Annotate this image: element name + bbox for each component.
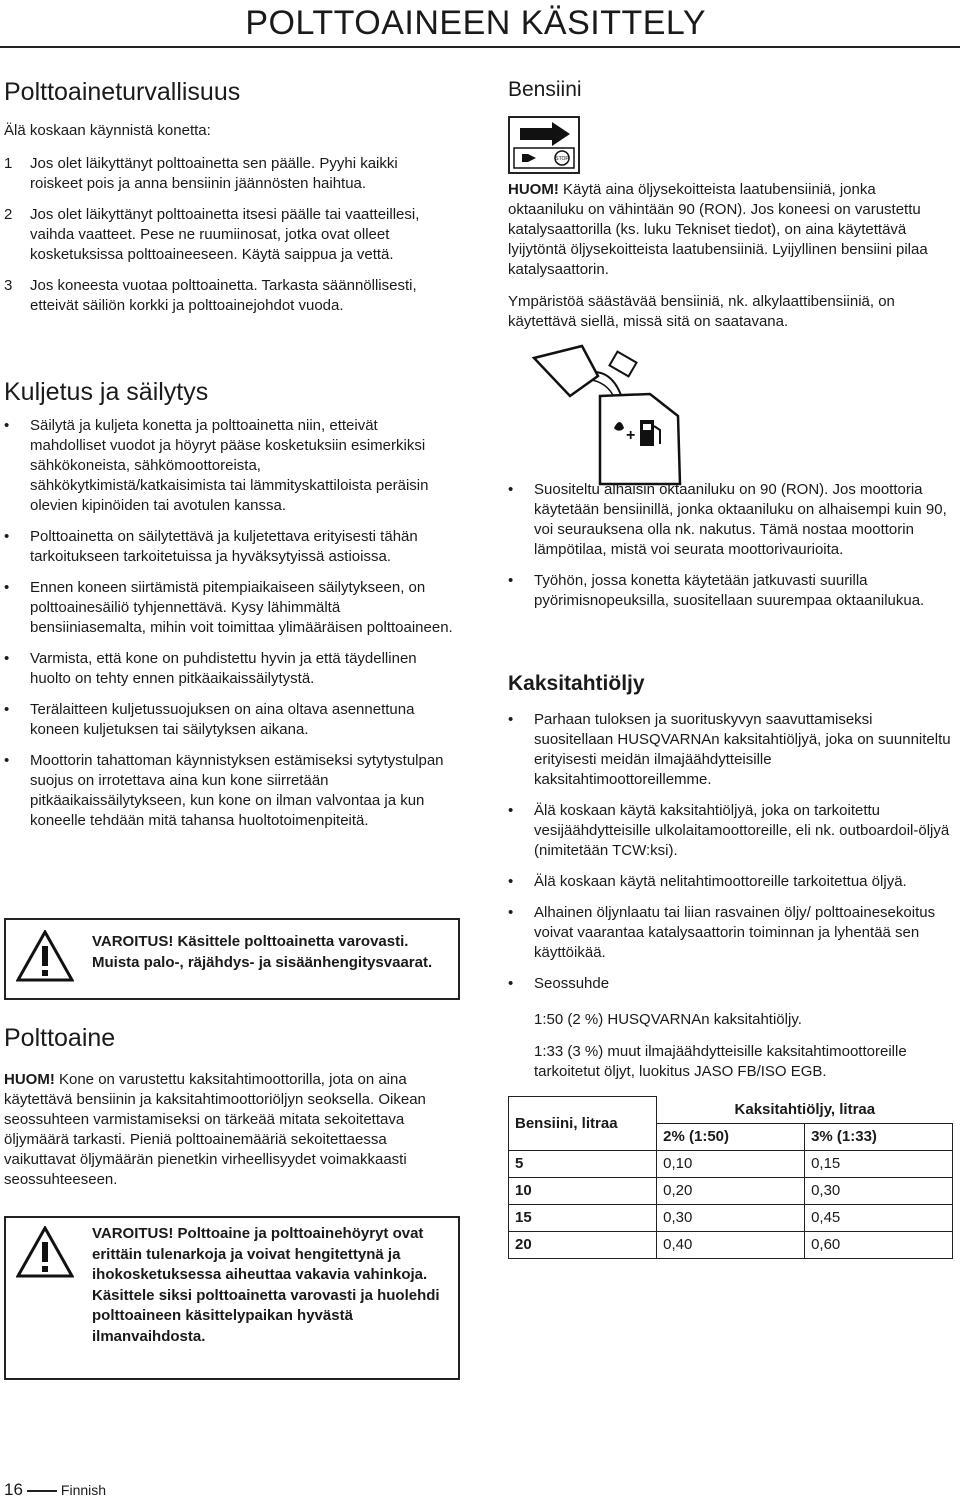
list-item: • Moottorin tahattoman käynnistyksen estämiseksi sytytystulpan suojus on irrotettava aina kun kone siirretään pitkäaikaissäilytykseen, kun kone on ilman valvontaa ja kun koneelle tehdään mitä tahansa huoltotoimenpiteitä. [4,752,444,829]
oil-heading: Kaksitahtiöljy [508,672,645,695]
table-header: 2% (1:50) [657,1123,805,1150]
list-item: • Varmista, että kone on puhdistettu hyvin ja että täydellinen huolto on tehty ennen pitkäaikaissäilytystä. [4,650,417,687]
svg-text:STOP: STOP [555,156,569,162]
table-row: 5 0,10 0,15 [509,1150,953,1177]
warning-box [4,918,460,1000]
warning-box [4,1216,460,1380]
list-item: • Polttoainetta on säilytettävä ja kuljetettava erityisesti tähän tarkoitukseen tarkoitetuissa ja hyväksytyissä astioissa. [4,528,418,565]
list-item: • Terälaitteen kuljetussuojuksen on aina oltava asennettuna koneen kuljetuksen tai säilytyksen aikana. [4,701,415,738]
list-item: • Suositeltu alhaisin oktaaniluku on 90 (RON). Jos moottoria käytetään bensiinillä, jonka oktaaniluku on alhaisempi kuin 90, voi seurauksena olla nk. nakutus. Tämä nostaa moottorin lämpötilaa, mistä voi seurata moottorivaurioita. [508,481,947,558]
mixing-table [508,1096,953,1259]
transport-heading: Kuljetus ja säilytys [4,378,209,406]
table-row: 20 0,40 0,60 [509,1231,953,1258]
table-header: Bensiini, litraa [509,1097,657,1151]
warning-triangle-icon [16,930,74,982]
list-item: • Ennen koneen siirtämistä pitempiaikaiseen säilytykseen, on polttoainesäiliö tyhjennettävä. Kysy lähimmältä bensiiniasemalta, mihin voit toimittaa ylimääräisen polttoaineen. [4,579,453,636]
list-item: • Työhön, jossa konetta käytetään jatkuvasti suurilla pyörimisnopeuksilla, suositellaan suurempaa oktaanilukua. [508,572,925,609]
warning-triangle-icon [16,1226,74,1278]
fuel-canister-pour-icon [530,336,690,486]
fuel-safety-item [4,154,454,194]
list-item: • Säilytä ja kuljeta konetta ja polttoainetta niin, etteivät mahdolliset vuodot ja höyryt pääse kosketuksiin esimerkiksi sähkökoneista, sähkömoottoreista, sähkökytkimistä/katkaisimista tai lämmityskattiloista peräisin olevien kipinöiden tai avotulen kanssa. [4,417,429,514]
petrol-list [508,480,953,611]
warning-text: VAROITUS! Käsittele polttoainetta varovasti. Muista palo-, räjähdys- ja sisäänhengitysvaarat. [92,933,433,971]
ratio-line: 1:50 (2 %) HUSQVARNAn kaksitahtiöljy. [534,1011,802,1028]
item-text: Jos koneesta vuotaa polttoainetta. Tarkasta säännöllisesti, etteivät säiliön korkki ja polttoainejohdot vuoda. [30,277,417,314]
table-row: 15 0,30 0,45 [509,1204,953,1231]
page-footer [4,1480,106,1500]
fuel-safety-heading: Polttoaineturvallisuus [4,78,241,106]
table-header: 3% (1:33) [805,1123,953,1150]
item-text: Jos olet läikyttänyt polttoainetta itsesi päälle tai vaatteillesi, vaihda vaatteet. Pese ne ruumiinosat, jotka ovat olleet kosketuksissa polttoaineeseen. Käytä saippua ja vettä. [30,206,420,263]
footer-language: Finnish [60,1482,107,1498]
page-number: 16 [4,1480,23,1499]
item-number: 2 [4,206,13,223]
table-header: Kaksitahtiöljy, litraa [657,1097,953,1124]
item-number: 1 [4,155,13,172]
page-title: POLTTOAINEEN KÄSITTELY [245,4,706,42]
page-header [0,0,960,48]
list-item: • Seossuhde [508,975,610,992]
ratio-line: 1:33 (3 %) muut ilmajäähdytteisille kaksitahtimoottoreille tarkoitetut öljyt, luokitus JASO FB/ISO EGB. [534,1043,907,1080]
list-item: • Älä koskaan käytä nelitahtimoottoreille tarkoitettua öljyä. [508,873,907,890]
list-item: • Älä koskaan käytä kaksitahtiöljyä, joka on tarkoitettu vesijäähdytteisille ulkolaitamoottoreille, eli nk. outboardoil-öljyä (nimitetään TCW:ksi). [508,802,950,859]
table-row: 10 0,20 0,30 [509,1177,953,1204]
arrow-right-icon [520,122,570,146]
svg-text:+: + [626,427,636,444]
fuel-safety-item [4,205,454,265]
fuel-safety-list [4,154,454,316]
item-number: 3 [4,277,13,294]
footer-divider [27,1490,57,1492]
fuel-pump-tool-icon [508,116,580,174]
fuel-safety-intro: Älä koskaan käynnistä konetta: [4,122,211,139]
warning-text: VAROITUS! Polttoaine ja polttoainehöyryt ovat erittäin tulenarkoja ja voivat hengitettynä ja ihokosketuksessa aiheuttaa vakavia vahinkoja. Käsittele siksi polttoainetta varovasti ja huolehdi polttoaineen käsittelypaikan hyvästä ilmanvaihdosta. [92,1225,440,1345]
list-item: • Parhaan tuloksen ja suorituskyvyn saavuttamiseksi suositellaan HUSQVARNAn kaksitahtiöljyä, joka on suunniteltu erityisesti meidän ilmajäähdytteisille kaksitahtimoottoreillemme. [508,711,951,788]
fuel-safety-item [4,276,454,316]
eco-paragraph: Ympäristöä säästävää bensiiniä, nk. alkylaattibensiiniä, on käytettävä siellä, missä sitä on saatavana. [508,293,895,330]
fuel-paragraph: HUOM! Kone on varustettu kaksitahtimoottorilla, jota on aina käytettävä bensiinin ja kaksitahtimoottoriöljyn seoksella. Oikean seossuhteen varmistamiseksi on tärkeää mitata sekoitettava öljymäärä tarkasti. Pieniä polttoainemääriä sekoitettaessa vaikuttavat öljymäärän pienetkin virheellisyydet voimakkaasti seossuhteeseen. [4,1071,426,1188]
item-text: Jos olet läikyttänyt polttoainetta sen päälle. Pyyhi kaikki roiskeet pois ja anna bensiinin jäännösten haihtua. [30,155,398,192]
oil-list [508,710,953,994]
transport-list [4,416,456,831]
petrol-heading: Bensiini [508,78,582,101]
fuel-heading: Polttoaine [4,1024,116,1052]
petrol-paragraph: HUOM! Käytä aina öljysekoitteista laatubensiiniä, jonka oktaaniluku on vähintään 90 (RON). Jos koneesi on varustettu katalysaattorilla (ks. luku Tekniset tiedot), on aina käytettävä lyijytöntä öljysekoitteista laatubensiiniä. Lyijyllinen bensiini pilaa katalysaattorin. [508,181,928,278]
list-item: • Alhainen öljynlaatu tai liian rasvainen öljy/ polttoainesekoitus voivat vaarantaa katalysaattorin toiminnan ja lyhentää sen käyttöikää. [508,904,936,961]
